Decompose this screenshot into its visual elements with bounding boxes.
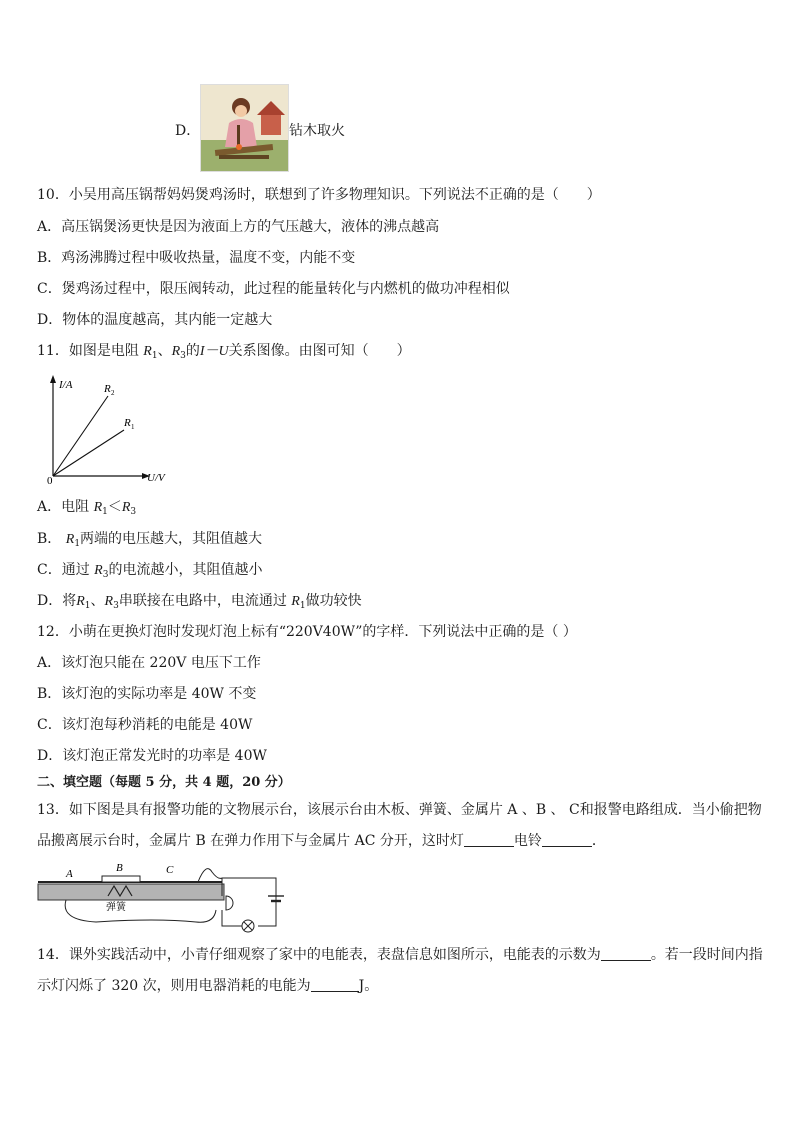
q13-line2: 品搬离展示台时，金属片 B 在弹力作用下与金属片 AC 分开，这时灯 电铃 ． — [37, 833, 606, 849]
label-b: B — [116, 862, 123, 874]
bell-symbol — [226, 896, 233, 910]
line-r2 — [53, 396, 108, 476]
q12-option-a: A．该灯泡只能在 220V 电压下工作 — [37, 655, 261, 671]
wire-a — [65, 900, 216, 922]
line-r1-label: R — [124, 417, 131, 429]
option-d-caption: 钻木取火 — [289, 123, 345, 139]
q13-line1: 13．如下图是具有报警功能的文物展示台，该展示台由木板、弹簧、金属片 A 、B 、 C和报警电路组成．当小偷把物 — [37, 802, 762, 818]
q10-option-c: C．煲鸡汤过程中，限压阀转动，此过程的能量转化与内燃机的做功冲程相似 — [37, 281, 510, 297]
q14-blank-reading[interactable] — [601, 946, 651, 961]
q10-stem: 10．小吴用高压锅帮妈妈煲鸡汤时，联想到了许多物理知识。下列说法不正确的是（ ） — [37, 187, 601, 203]
q14-line2: 示灯闪烁了 320 次，则用电器消耗的电能为 J。 — [37, 978, 379, 994]
q11-option-d: D．将$R_1$、$R_3$串联接在电路中，电流通过 $R_1$做功较快 — [37, 593, 362, 611]
wire-c — [198, 869, 222, 882]
q14-line1: 14．课外实践活动中，小青仔细观察了家中的电能表，表盘信息如图所示，电能表的示数为 。若一段时间内指 — [37, 947, 763, 963]
q12-option-b: B．该灯泡的实际功率是 40W 不变 — [37, 686, 257, 702]
alarm-display-diagram — [36, 858, 296, 936]
q10-option-a: A．高压锅煲汤更快是因为液面上方的气压越大，液体的沸点越高 — [37, 219, 440, 235]
q14-blank-energy[interactable] — [311, 977, 359, 992]
girl-drilling-wood-illustration — [201, 85, 288, 171]
q13-blank-lamp[interactable] — [464, 832, 514, 847]
label-c: C — [166, 864, 174, 876]
spring-label: 弹簧 — [106, 902, 126, 913]
q12-option-d: D．该灯泡正常发光时的功率是 40W — [37, 748, 267, 764]
q12-option-c: C．该灯泡每秒消耗的电能是 40W — [37, 717, 253, 733]
q12-stem: 12．小萌在更换灯泡时发现灯泡上标有“220V40W”的字样．下列说法中正确的是（ ） — [37, 624, 577, 640]
drilling-wood-fire-image — [200, 84, 289, 172]
line-r2-label: R — [104, 383, 111, 395]
q13-blank-bell[interactable] — [542, 832, 592, 847]
y-axis-label: I/A — [59, 379, 73, 391]
q10-option-b: B．鸡汤沸腾过程中吸收热量，温度不变，内能不变 — [37, 250, 356, 266]
iu-relation: I－U — [199, 344, 229, 359]
iu-graph — [40, 372, 180, 484]
q11-stem: 11．如图是电阻 $R_1$、$R_3$的I－U关系图像。由图可知（ ） — [37, 343, 411, 361]
line-r1 — [53, 430, 124, 476]
origin-label: 0 — [47, 475, 53, 484]
line-r2-sub: 2 — [111, 389, 115, 397]
q11-option-a: A．电阻 $R_1<R_3$ — [37, 499, 137, 517]
section-2-title: 二、填空题（每题 5 分，共 4 题，20 分） — [37, 775, 291, 790]
wood-board — [38, 884, 224, 900]
label-a: A — [66, 868, 73, 880]
x-axis-label: U/V — [147, 472, 165, 484]
option-d-label: D． — [175, 123, 201, 139]
line-r1-sub: 1 — [131, 423, 135, 431]
y-axis-arrow — [50, 375, 56, 383]
q11-option-b: B． $R_1$两端的电压越大，其阻值越大 — [37, 531, 263, 549]
q10-option-d: D．物体的温度越高，其内能一定越大 — [37, 312, 273, 328]
metal-plate-b — [102, 876, 140, 882]
q11-option-c: C．通过 $R_3$的电流越小，其阻值越小 — [37, 562, 263, 580]
